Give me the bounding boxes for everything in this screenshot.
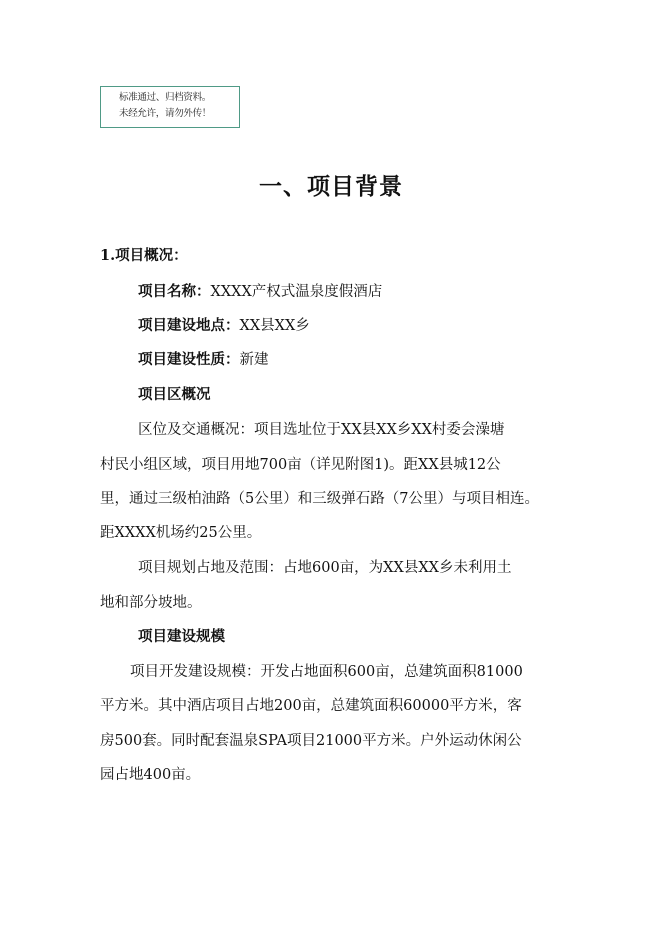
area-paragraph-2-line-1: 项目规划占地及范围：占地600亩，为XX县XX乡未利用土 (138, 560, 512, 576)
notice-line-1: 标准通过、归档资料。 (119, 92, 212, 103)
project-name-value: XXXX产权式温泉度假酒店 (210, 284, 383, 300)
confidentiality-notice (100, 86, 240, 128)
area-paragraph-1-line-3: 里，通过三级柏油路（5公里）和三级弹石路（7公里）与项目相连。 (100, 491, 539, 507)
area-overview-heading: 项目区概况 (138, 386, 211, 403)
project-location-row (138, 314, 310, 335)
notice-line-2: 未经允许，请勿外传！ (119, 108, 212, 119)
area-paragraph-1-line-4: 距XXXX机场约25公里。 (100, 525, 262, 541)
area-paragraph-1-line-1: 区位及交通概况：项目选址位于XX县XX乡XX村委会澡塘 (138, 422, 505, 438)
page-title: 一、项目背景 (259, 173, 403, 200)
construction-scale-heading: 项目建设规模 (138, 628, 225, 645)
project-location-value: XX县XX乡 (239, 318, 310, 334)
scale-paragraph-line-3: 房500套。同时配套温泉SPA项目21000平方米。户外运动休闲公 (100, 733, 522, 749)
project-nature-row (138, 348, 269, 369)
area-paragraph-1-line-2: 村民小组区域，项目用地700亩（详见附图1)。距XX县城12公 (100, 457, 501, 473)
project-nature-label: 项目建设性质： (138, 351, 240, 368)
project-name-label: 项目名称： (138, 283, 211, 300)
project-location-label: 项目建设地点： (138, 317, 240, 334)
area-paragraph-2-line-2: 地和部分坡地。 (100, 595, 202, 611)
scale-paragraph-line-4: 园占地400亩。 (100, 767, 201, 783)
scale-paragraph-line-1: 项目开发建设规模：开发占地面积600亩，总建筑面积81000 (130, 664, 523, 680)
section-heading: 1.项目概况： (100, 247, 188, 264)
scale-paragraph-line-2: 平方米。其中酒店项目占地200亩，总建筑面积60000平方米，客 (100, 698, 522, 714)
project-name-row (138, 280, 382, 301)
project-nature-value: 新建 (239, 352, 269, 368)
